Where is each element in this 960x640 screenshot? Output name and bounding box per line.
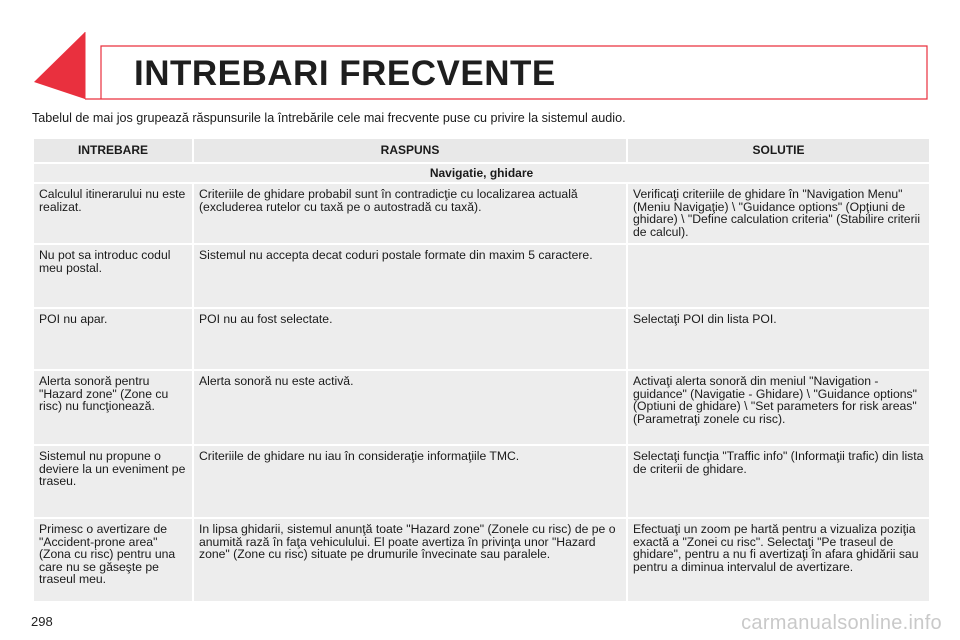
row-question: Primesc o avertizare de "Accident-prone area" (Zona cu risc) pentru una care nu se găseşte pe traseul meu. xyxy=(33,518,193,602)
table-row xyxy=(33,183,930,244)
row-answer: POI nu au fost selectate. xyxy=(193,308,627,370)
section-row xyxy=(33,163,930,183)
header-solution: SOLUTIE xyxy=(627,138,930,163)
row-question: Nu pot sa introduc codul meu postal. xyxy=(33,244,193,308)
row-solution xyxy=(627,244,930,308)
header-question: INTREBARE xyxy=(33,138,193,163)
row-answer: In lipsa ghidarii, sistemul anunţă toate "Hazard zone" (Zonele cu risc) de pe o anumită rază în faţa vehiculului. El poate avertiza în privinţa unor "Hazard zone" (Zone cu risc) situate pe drumurile învecinate sau paralele. xyxy=(193,518,627,602)
row-answer: Alerta sonoră nu este activă. xyxy=(193,370,627,445)
table-row xyxy=(33,308,930,370)
table-row xyxy=(33,244,930,308)
page-number: 298 xyxy=(31,614,53,629)
row-answer: Sistemul nu accepta decat coduri postale formate din maxim 5 caractere. xyxy=(193,244,627,308)
row-question: Calculul itinerarului nu este realizat. xyxy=(33,183,193,244)
row-question: POI nu apar. xyxy=(33,308,193,370)
row-solution: Selectaţi funcţia "Traffic info" (Informaţii trafic) din lista de criterii de ghidare. xyxy=(627,445,930,518)
page-title: INTREBARI FRECVENTE xyxy=(134,54,556,93)
section-title: Navigatie, ghidare xyxy=(33,163,930,183)
row-solution: Activaţi alerta sonoră din meniul "Navigation - guidance" (Navigatie - Ghidare) \ "Guidance options" (Optiuni de ghidare) \ "Set parameters for risk areas" (Parametraţi zonele cu risc). xyxy=(627,370,930,445)
row-question: Alerta sonoră pentru "Hazard zone" (Zone cu risc) nu funcţionează. xyxy=(33,370,193,445)
row-solution: Efectuaţi un zoom pe hartă pentru a vizualiza poziţia exactă a "Zonei cu risc". Selectaţi "Pe traseul de ghidare", pentru a nu fi avertizaţi în afara ghidării sau pentru a diminua intervalul de avertizare. xyxy=(627,518,930,602)
watermark: carmanualsonline.info xyxy=(741,612,942,634)
faq-table xyxy=(32,137,931,603)
row-answer: Criteriile de ghidare probabil sunt în contradicţie cu localizarea actuală (excluderea rutelor cu taxă pe o autostradă cu taxă). xyxy=(193,183,627,244)
row-solution: Verificaţi criteriile de ghidare în "Navigation Menu" (Meniu Navigaţie) \ "Guidance options" (Opţiuni de ghidare) \ "Define calculation criteria" (Stabilire criterii de calcul). xyxy=(627,183,930,244)
row-question: Sistemul nu propune o deviere la un eveniment pe traseu. xyxy=(33,445,193,518)
intro-text: Tabelul de mai jos grupează răspunsurile la întrebările cele mai frecvente puse cu privire la sistemul audio. xyxy=(32,111,626,125)
table-row xyxy=(33,370,930,445)
table-header-row xyxy=(33,138,930,163)
table-row xyxy=(33,445,930,518)
header-red-triangle xyxy=(34,32,85,99)
table-row xyxy=(33,518,930,602)
row-answer: Criteriile de ghidare nu iau în consideraţie informaţiile TMC. xyxy=(193,445,627,518)
row-solution: Selectaţi POI din lista POI. xyxy=(627,308,930,370)
header-answer: RASPUNS xyxy=(193,138,627,163)
